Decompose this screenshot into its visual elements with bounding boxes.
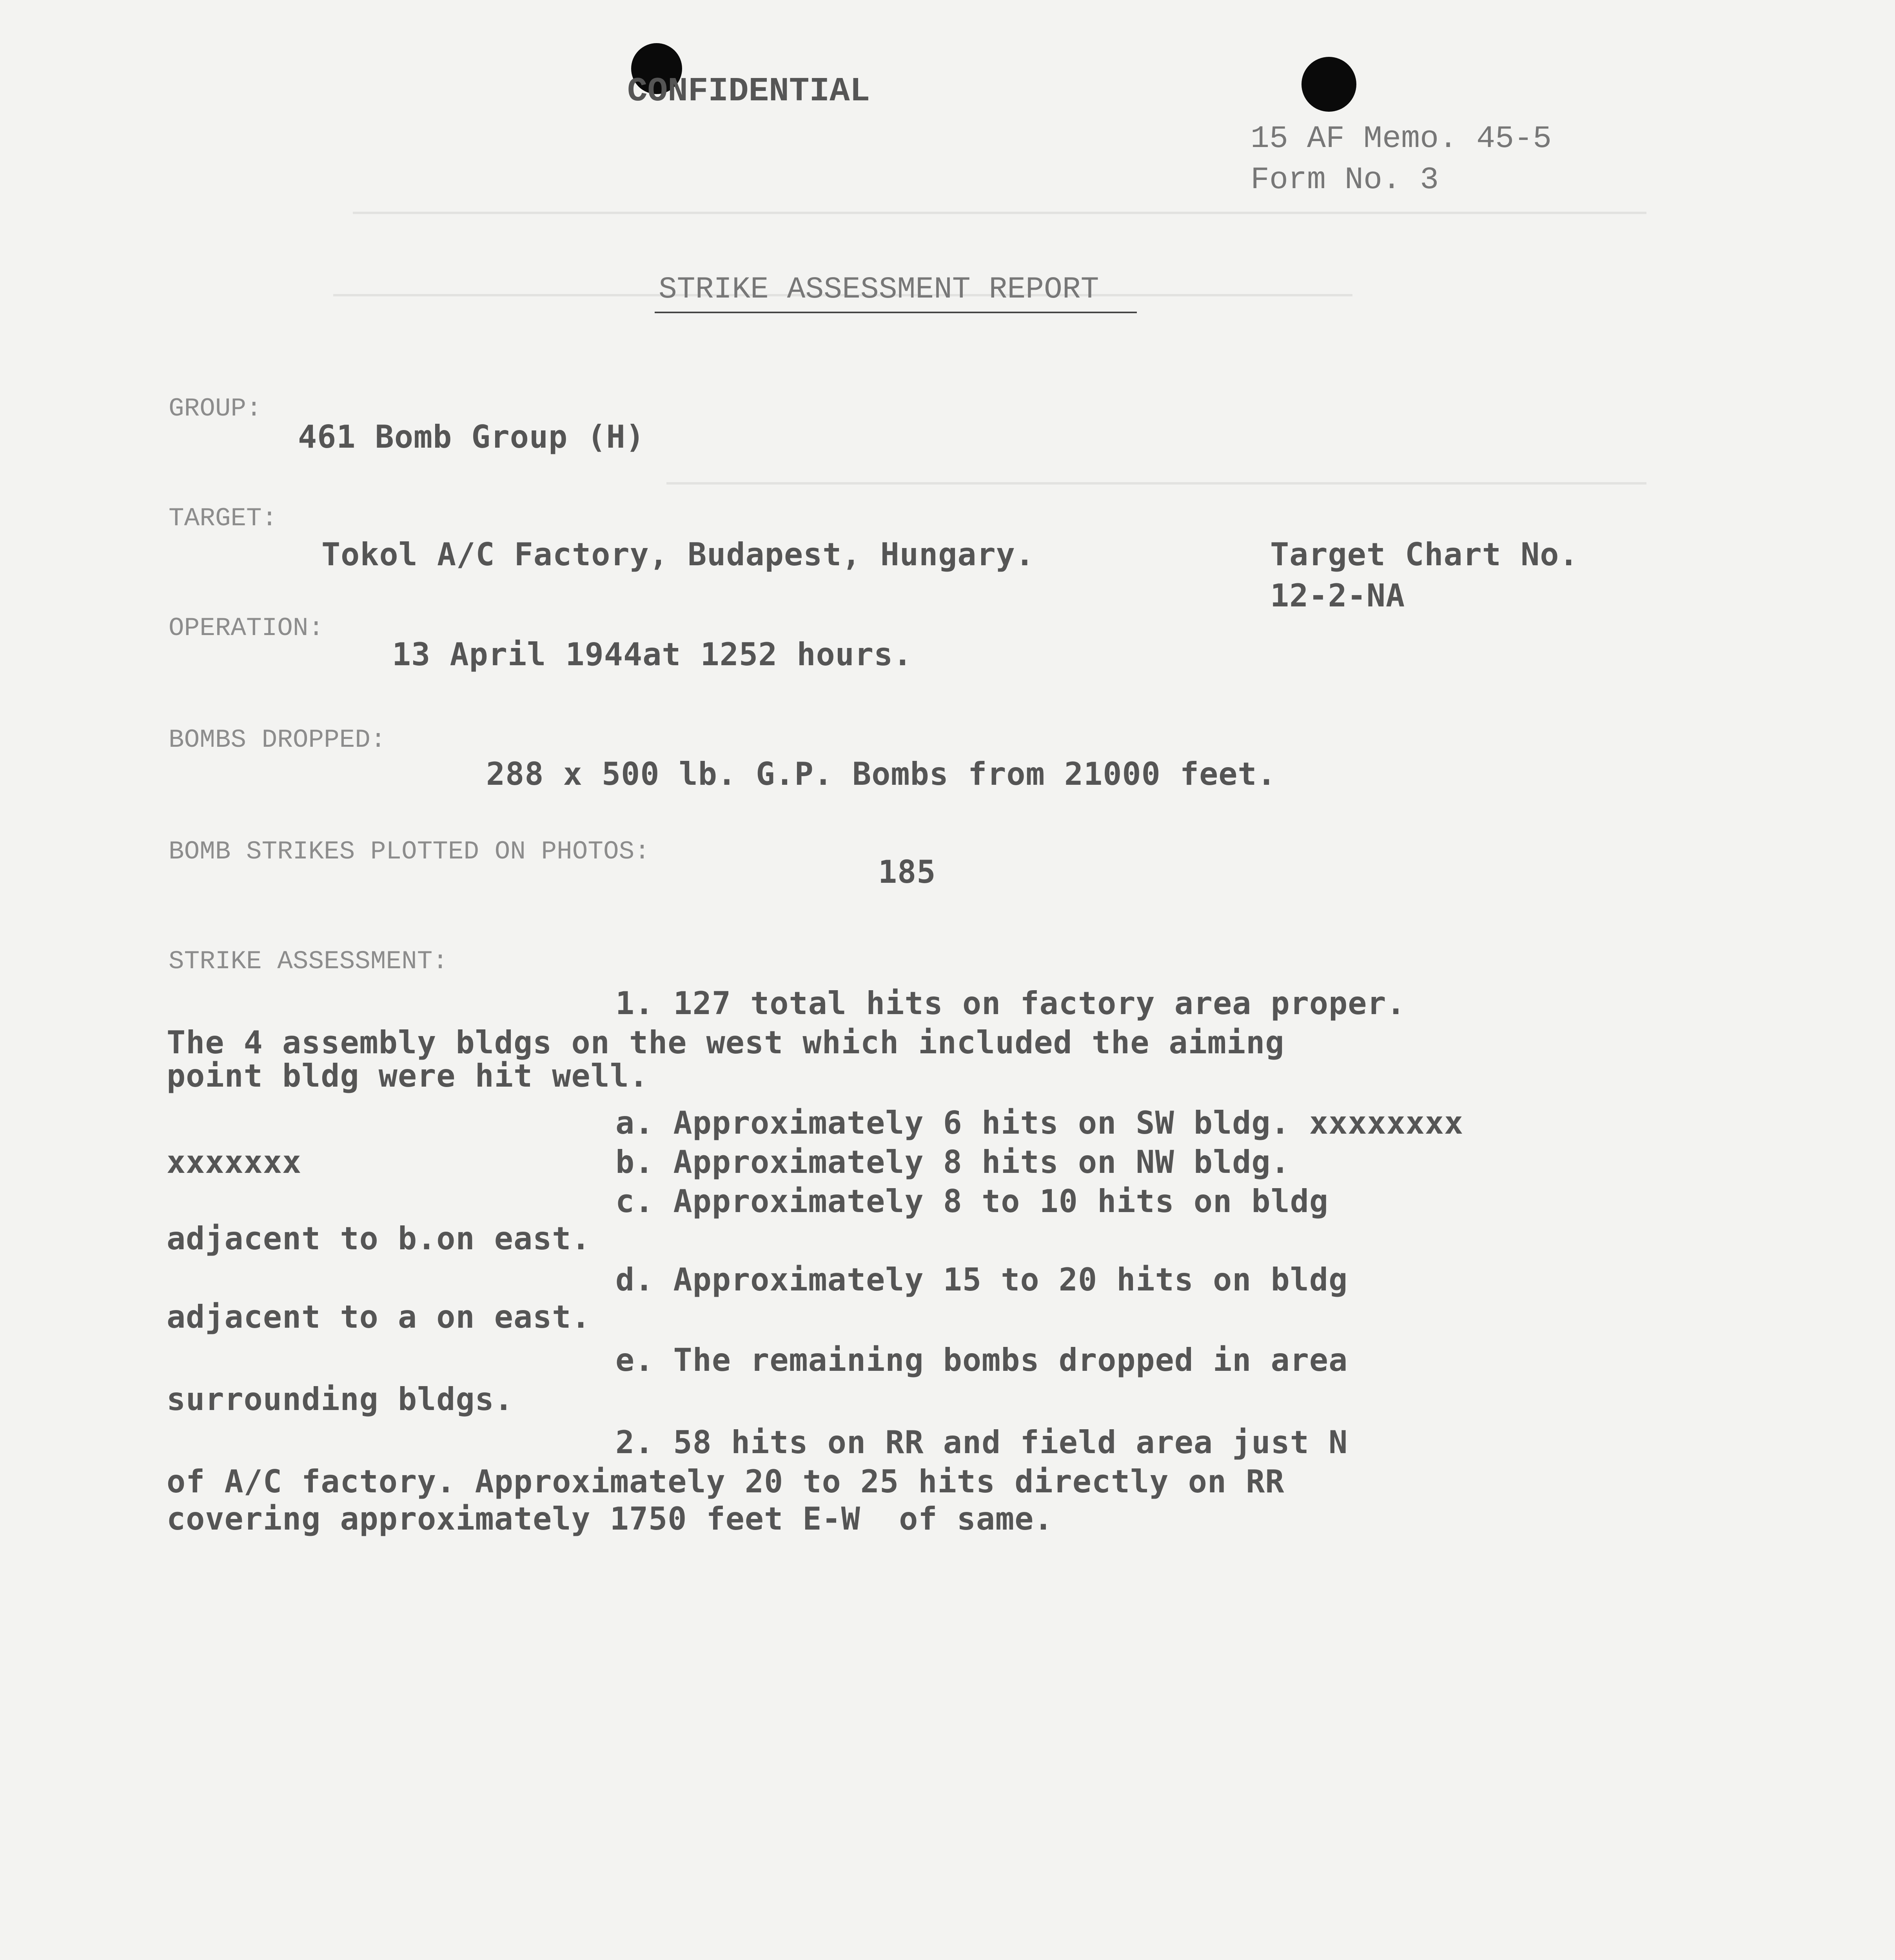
assessment-line: of A/C factory. Approximately 20 to 25 hits directly on RR — [167, 1463, 1285, 1500]
assessment-line: d. Approximately 15 to 20 hits on bldg — [615, 1261, 1348, 1298]
assessment-line: adjacent to a on east. — [167, 1299, 591, 1335]
bombs-dropped-value: 288 x 500 lb. G.P. Bombs from 21000 feet. — [486, 756, 1276, 792]
struck-text: xxxxxxx — [167, 1144, 302, 1180]
assessment-line: b. Approximately 8 hits on NW bldg. — [615, 1144, 1290, 1180]
target-chart-value: 12-2-NA — [1270, 577, 1405, 614]
operation-label: OPERATION: — [169, 613, 324, 643]
group-value: 461 Bomb Group (H) — [298, 419, 645, 455]
bombs-dropped-label: BOMBS DROPPED: — [169, 725, 386, 755]
bleed-through-mark — [666, 482, 1646, 485]
operation-value: 13 April 1944at 1252 hours. — [392, 636, 913, 673]
title-underline — [655, 312, 1137, 313]
bomb-strikes-value: 185 — [878, 854, 936, 890]
assessment-line: surrounding bldgs. — [167, 1381, 514, 1417]
assessment-line: The 4 assembly bldgs on the west which included the aiming — [167, 1024, 1285, 1061]
bomb-strikes-label: BOMB STRIKES PLOTTED ON PHOTOS: — [169, 837, 650, 866]
assessment-line: point bldg were hit well. — [167, 1058, 649, 1094]
assessment-line: a. Approximately 6 hits on SW bldg. xxxxxxxx — [615, 1105, 1464, 1141]
target-value: Tokol A/C Factory, Budapest, Hungary. — [321, 536, 1035, 573]
assessment-line: c. Approximately 8 to 10 hits on bldg — [615, 1183, 1329, 1220]
punch-hole-right — [1301, 57, 1356, 112]
target-chart-label: Target Chart No. — [1270, 536, 1579, 573]
bleed-through-mark — [353, 212, 1646, 214]
assessment-line: e. The remaining bombs dropped in area — [615, 1342, 1348, 1378]
target-label: TARGET: — [169, 504, 278, 533]
assessment-line: 1. 127 total hits on factory area proper. — [615, 985, 1406, 1022]
assessment-line: adjacent to b.on east. — [167, 1220, 591, 1257]
assessment-line: 2. 58 hits on RR and field area just N — [615, 1424, 1348, 1461]
assessment-line: covering approximately 1750 feet E-W of same. — [167, 1501, 1053, 1537]
classification-top: CONFIDENTIAL — [627, 72, 870, 111]
form-number: Form No. 3 — [1251, 162, 1439, 198]
report-title: STRIKE ASSESSMENT REPORT — [659, 272, 1099, 307]
strike-assessment-label: STRIKE ASSESSMENT: — [169, 947, 448, 976]
memo-reference: 15 AF Memo. 45-5 — [1251, 121, 1552, 157]
group-label: GROUP: — [169, 394, 262, 423]
